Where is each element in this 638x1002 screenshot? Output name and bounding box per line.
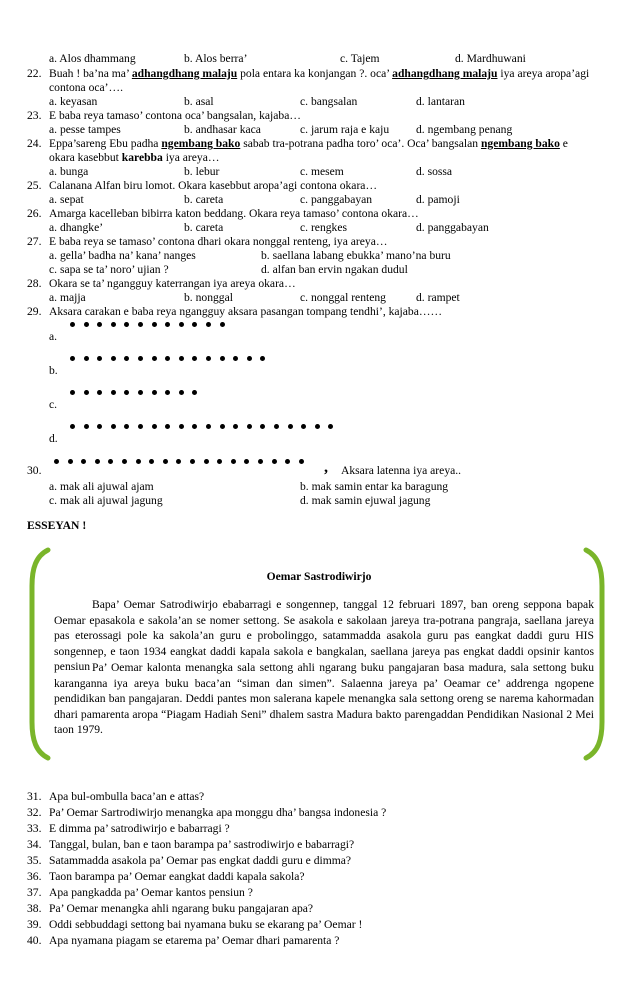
question-number: 39. [27, 918, 42, 931]
q23-option-a: a. pesse tampes [49, 123, 121, 136]
q21-option-d: d. Mardhuwani [455, 52, 526, 65]
script-dot [124, 322, 129, 327]
q23-option-d: d. ngembang penang [416, 123, 513, 136]
q28-option-b: b. nonggal [184, 291, 233, 304]
script-dot [165, 356, 170, 361]
q30-option-d: d. mak samin ejuwal jagung [300, 494, 431, 507]
question-text: Taon barampa pa’ Oemar eangkat daddi kapala sakola? [49, 870, 305, 883]
q30-option-c: c. mak ali ajuwal jagung [49, 494, 163, 507]
script-dot [152, 424, 157, 429]
q29-number: 29. [27, 305, 42, 318]
q27-option-b: b. saellana labang ebukka’ mano’na buru [261, 249, 451, 262]
script-dot [220, 424, 225, 429]
script-dot [54, 459, 59, 464]
script-dot [165, 390, 170, 395]
q25-number: 25. [27, 179, 42, 192]
q22-question: Buah ! ba’na ma’ adhangdhang malaju pola entara ka konjangan ?. oca’ adhangdhang malaju iya areya aropa’agi [49, 67, 590, 80]
script-dot [108, 459, 113, 464]
script-dot [176, 459, 181, 464]
q25-option-c: c. panggabayan [300, 193, 373, 206]
q22-number: 22. [27, 67, 42, 80]
q25-option-b: b. careta [184, 193, 224, 206]
script-dot [95, 459, 100, 464]
script-dot [70, 424, 75, 429]
q26-option-a: a. dhangke’ [49, 221, 104, 234]
q30-number: 30. [27, 464, 42, 477]
q28-number: 28. [27, 277, 42, 290]
script-dot [70, 322, 75, 327]
script-dot [138, 322, 143, 327]
script-dot [152, 390, 157, 395]
script-dot [274, 424, 279, 429]
script-dot [220, 356, 225, 361]
q24-option-c: c. mesem [300, 165, 344, 178]
question-text: Tanggal, bulan, ban e taon barampa pa’ sastrodiwirjo e babarragi? [49, 838, 355, 851]
question-number: 31. [27, 790, 42, 803]
script-dot [138, 356, 143, 361]
script-dot [84, 390, 89, 395]
q24-option-a: a. bunga [49, 165, 89, 178]
q23-option-b: b. andhasar kaca [184, 123, 261, 136]
script-dot [192, 322, 197, 327]
q26-question: Amarga kacelleban bibirra katon beddang. Okara reya tamaso’ contona okara… [49, 207, 419, 220]
question-text: Pa’ Oemar Sartrodiwirjo menangka apa monggu dha’ bangsa indonesia ? [49, 806, 387, 819]
script-dot [206, 322, 211, 327]
q23-question: E baba reya tamaso’ contona oca’ bangsalan, kajaba… [49, 109, 301, 122]
q21-option-a: a. Alos dhammang [49, 52, 136, 65]
reading-paragraph-1: Bapa’ Oemar Satrodiwirjo ebabarragi e songennep, tanggal 12 februari 1897, ban oreng seppona bapak Oemar epasakola e sakola’an se nomer settong. Se asakola e sakolaan jareya tra-potrana pangraja, saellana jareya pas eterossagi pole ka sakola’an guru e probolinggo, satammadda asakola guru pas eangkat daddi guru HIS songennep, e taon 1934 eangkat daddi kapala sakola e bangkalan, saellana jareya pas engkat daddi opsinir kantos pensiun [54, 598, 594, 673]
question-text: Satammadda asakola pa’ Oemar pas engkat daddi guru e dimma? [49, 854, 352, 867]
script-dot [231, 459, 236, 464]
question-text: Oddi sebbuddagi settong bai nyamana buku se ekarang pa’ Oemar ! [49, 918, 363, 931]
script-dot [260, 356, 265, 361]
script-dot [220, 322, 225, 327]
script-dot [111, 424, 116, 429]
script-dot [70, 356, 75, 361]
q21-option-c: c. Tajem [340, 52, 380, 65]
q28-question: Okara se ta’ ngangguy katerrangan iya areya okara… [49, 277, 296, 290]
q25-option-a: a. sepat [49, 193, 84, 206]
script-dot [206, 424, 211, 429]
q28-option-a: a. majja [49, 291, 86, 304]
q27-question: E baba reya se tamaso’ contona dhari okara nonggal renteng, iya areya… [49, 235, 388, 248]
script-dot [233, 356, 238, 361]
q27-option-a: a. gella’ badha na’ kana’ nanges [49, 249, 196, 262]
script-dot [152, 356, 157, 361]
script-dot [97, 390, 102, 395]
question-text: Apa nyamana piagam se etarema pa’ Oemar dhari pamarenta ? [49, 934, 340, 947]
q27-option-d: d. alfan ban ervin ngakan dudul [261, 263, 408, 276]
q26-option-d: d. panggabayan [416, 221, 489, 234]
script-dot [233, 424, 238, 429]
question-number: 35. [27, 854, 42, 867]
script-dot [70, 390, 75, 395]
script-dot [179, 390, 184, 395]
q22-question-line2: contona oca’…. [49, 81, 124, 94]
q29-option-a-script [70, 322, 233, 327]
question-number: 33. [27, 822, 42, 835]
q27-number: 27. [27, 235, 42, 248]
script-dot [124, 424, 129, 429]
question-text: E dimma pa’ satrodiwirjo e babarragi ? [49, 822, 230, 835]
script-dot [179, 424, 184, 429]
script-dot [136, 459, 141, 464]
question-number: 32. [27, 806, 42, 819]
script-dot [285, 459, 290, 464]
q29-option-b: b. [49, 364, 58, 377]
q30-question: Aksara latenna iya areya.. [341, 464, 462, 477]
script-dot [247, 356, 252, 361]
script-dot [163, 459, 168, 464]
q29-option-b-script [70, 356, 274, 361]
question-number: 37. [27, 886, 42, 899]
q21-option-b: b. Alos berra’ [184, 52, 248, 65]
q30-option-a: a. mak ali ajuwal ajam [49, 480, 154, 493]
script-dot [81, 459, 86, 464]
script-dot [165, 424, 170, 429]
script-dot [260, 424, 265, 429]
q27-option-c: c. sapa se ta’ noro’ ujian ? [49, 263, 169, 276]
q23-number: 23. [27, 109, 42, 122]
script-dot [97, 424, 102, 429]
script-dot [122, 459, 127, 464]
script-dot [138, 424, 143, 429]
script-dot [328, 424, 333, 429]
script-dot [97, 356, 102, 361]
q24-option-d: d. sossa [416, 165, 453, 178]
question-text: Apa bul-ombulla baca’an e attas? [49, 790, 205, 803]
script-dot [179, 322, 184, 327]
q22-option-b: b. asal [184, 95, 214, 108]
q26-option-c: c. rengkes [300, 221, 347, 234]
q28-option-c: c. nonggal renteng [300, 291, 386, 304]
q29-option-a: a. [49, 330, 58, 343]
script-dot [206, 356, 211, 361]
script-dot [315, 424, 320, 429]
q22-option-c: c. bangsalan [300, 95, 358, 108]
script-dot [138, 390, 143, 395]
question-number: 36. [27, 870, 42, 883]
q29-option-c-script [70, 390, 206, 395]
q28-option-d: d. rampet [416, 291, 460, 304]
script-dot [258, 459, 263, 464]
q25-question: Calanana Alfan biru lomot. Okara kasebbut aropa’agi contona okara… [49, 179, 378, 192]
script-dot [84, 322, 89, 327]
q24-question-line2: okara kasebbut karebba iya areya… [49, 151, 220, 164]
q29-option-d-script [70, 424, 342, 429]
script-dot [244, 459, 249, 464]
script-dot [111, 356, 116, 361]
script-dot [152, 322, 157, 327]
script-dot [111, 322, 116, 327]
script-dot [192, 356, 197, 361]
script-dot [204, 459, 209, 464]
q24-question: Eppa’sareng Ebu padha ngembang bako sabab tra-potrana padha toro’ oca’. Oca’ bangsalan ngembang bako e [49, 137, 568, 150]
script-dot [247, 424, 252, 429]
script-dot [84, 356, 89, 361]
q24-number: 24. [27, 137, 42, 150]
q30-script [54, 459, 312, 464]
script-dot [111, 390, 116, 395]
script-dot [149, 459, 154, 464]
q29-question: Aksara carakan e baba reya ngangguy aksara pasangan tompang tendhi’, kajaba…… [49, 305, 443, 318]
script-dot [124, 356, 129, 361]
script-dot [301, 424, 306, 429]
q24-option-b: b. lebur [184, 165, 220, 178]
reading-paragraph-2: Pa’ Oemar kalonta menangka sala settong ahli ngarang buku pangajaran basa madura, sala settong buku karanganna iya areya buku baca’an “siman dan simen”. Salaenna jareya pa’ Oeamar ce’ addrenga ngopene pendidikan ban pangajaran. Deddi pantes mon salerana kapele menangka sala settong oreng se narema kahormadan dhari pamarenta aropa “Piagam Hadiah Seni” dhalem sastra Madura bakto parengaddan Pendidikan Nasional 2 Mei taon 1979. [54, 661, 594, 736]
script-dot [179, 356, 184, 361]
q26-number: 26. [27, 207, 42, 220]
q29-option-c: c. [49, 398, 58, 411]
q29-option-d: d. [49, 432, 58, 445]
q22-option-d: d. lantaran [416, 95, 465, 108]
script-dot [272, 459, 277, 464]
script-dot [124, 390, 129, 395]
script-dot [217, 459, 222, 464]
script-dot [192, 390, 197, 395]
script-dot [192, 424, 197, 429]
question-number: 34. [27, 838, 42, 851]
question-text: Pa’ Oemar menangka ahli ngarang buku pangajaran apa? [49, 902, 314, 915]
question-number: 40. [27, 934, 42, 947]
q23-option-c: c. jarum raja e kaju [300, 123, 390, 136]
q22-option-a: a. keyasan [49, 95, 98, 108]
q26-option-b: b. careta [184, 221, 224, 234]
question-number: 38. [27, 902, 42, 915]
script-dot [97, 322, 102, 327]
script-dot [299, 459, 304, 464]
script-dot [68, 459, 73, 464]
essay-heading: ESSEYAN ! [27, 519, 87, 532]
script-dot [84, 424, 89, 429]
q25-option-d: d. pamoji [416, 193, 460, 206]
script-dot [165, 322, 170, 327]
q30-comma: , [324, 459, 328, 476]
q30-option-b: b. mak samin entar ka baragung [300, 480, 449, 493]
script-dot [190, 459, 195, 464]
script-dot [288, 424, 293, 429]
question-text: Apa pangkadda pa’ Oemar kantos pensiun ? [49, 886, 253, 899]
reading-title: Oemar Sastrodiwirjo [266, 570, 372, 583]
